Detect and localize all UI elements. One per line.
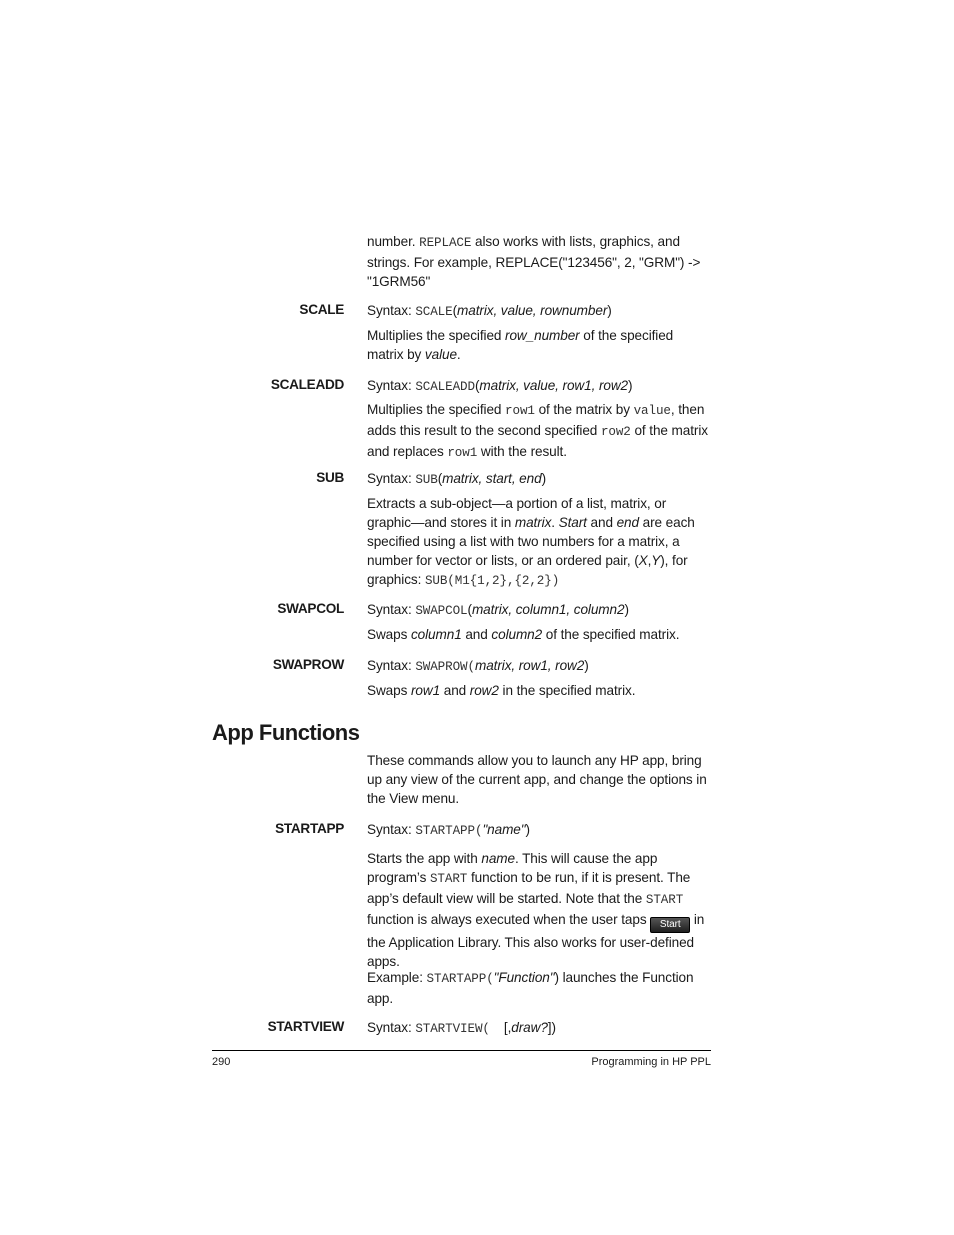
- startapp-description: Starts the app with name. This will cause the app program’s START function to be run, if it is present. The app’s default view will be started. Note that the START function is always executed when the user taps Start in the Application Library. This also works for user-defined apps.: [367, 851, 705, 969]
- term-scaleadd: SCALEADD: [270, 377, 344, 392]
- sub-syntax: Syntax: SUB(matrix, start, end): [367, 471, 546, 487]
- section-intro: These commands allow you to launch any HP app, bring up any view of the current app, and change the options in the View menu.: [367, 753, 707, 806]
- startapp-syntax: Syntax: STARTAPP("name"): [367, 822, 530, 838]
- startapp-example: Example: STARTAPP("Function") launches the Function app.: [367, 970, 694, 1006]
- swapcol-syntax: Syntax: SWAPCOL(matrix, column1, column2): [367, 602, 629, 618]
- page-number: 290: [212, 1056, 231, 1068]
- start-key-button: Start: [650, 917, 690, 933]
- swaprow-syntax: Syntax: SWAPROW(matrix, row1, row2): [367, 658, 589, 674]
- term-swapcol: SWAPCOL: [277, 601, 344, 616]
- term-startview: STARTVIEW: [267, 1019, 344, 1034]
- footer-rule: [212, 1050, 711, 1051]
- scale-description: Multiplies the specified row_number of the specified matrix by value.: [367, 328, 674, 362]
- swaprow-description: Swaps row1 and row2 in the specified matrix.: [367, 683, 636, 698]
- scale-syntax: Syntax: SCALE(matrix, value, rownumber): [367, 303, 612, 319]
- footer-chapter: Programming in HP PPL: [591, 1056, 711, 1068]
- swapcol-description: Swaps column1 and column2 of the specified matrix.: [367, 627, 680, 642]
- text: number.: [367, 234, 420, 249]
- scaleadd-syntax: Syntax: SCALEADD(matrix, value, row1, row2): [367, 378, 633, 394]
- text: also works with lists, graphics, and strings. For example, REPLACE("123456", 2, "GRM") -> "1GRM56": [367, 234, 701, 289]
- code-replace: REPLACE: [419, 236, 472, 250]
- section-heading: App Functions: [212, 720, 360, 745]
- scaleadd-description: Multiplies the specified row1 of the matrix by value, then adds this result to the second specified row2 of the matrix and replaces row1 with the result.: [367, 402, 708, 460]
- term-swaprow: SWAPROW: [272, 657, 344, 672]
- startview-syntax: Syntax: STARTVIEW( [,draw?]): [367, 1020, 556, 1036]
- sub-description: Extracts a sub-object—a portion of a list, matrix, or graphic—and stores it in matrix. Start and end are each specified using a list with two numbers for a matrix, a number for vector or lists, or an ordered pair, (X,Y), for graphics: SUB(M1{1,2},{2,2}): [367, 496, 695, 588]
- term-startapp: STARTAPP: [275, 821, 344, 836]
- term-sub: SUB: [316, 470, 344, 485]
- replace-description-cont: [367, 232, 712, 291]
- term-scale: SCALE: [299, 302, 344, 317]
